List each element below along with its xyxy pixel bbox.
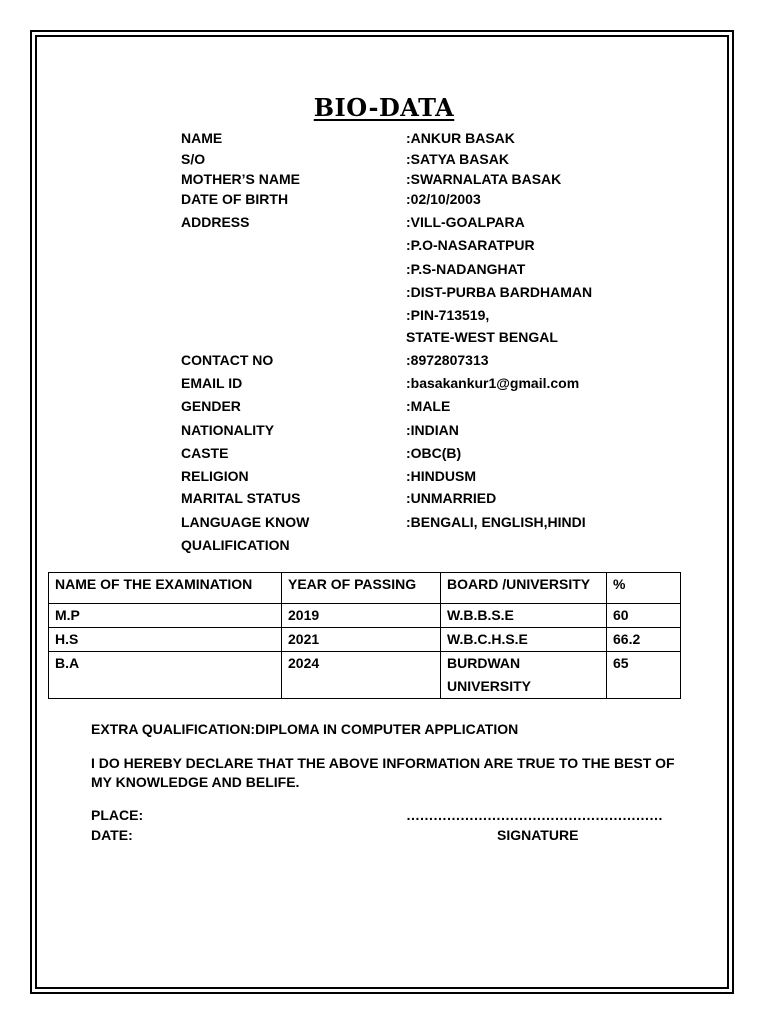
field-value: :02/10/2003 <box>406 191 481 207</box>
field-value: :8972807313 <box>406 352 489 368</box>
document-title: BIO-DATA <box>313 93 455 122</box>
table-header-cell: % <box>607 573 681 604</box>
table-cell: 60 <box>607 604 681 628</box>
field-label: S/O <box>181 151 206 167</box>
table-cell: BURDWAN UNIVERSITY <box>441 652 607 699</box>
table-row <box>49 628 681 652</box>
signature-line: ………………………………………………… <box>406 807 663 823</box>
extra-qualification: EXTRA QUALIFICATION:DIPLOMA IN COMPUTER APPLICATION <box>91 721 519 737</box>
field-label: LANGUAGE KNOW <box>181 514 310 530</box>
field-label: CONTACT NO <box>181 352 274 368</box>
table-cell: 2021 <box>282 628 441 652</box>
signature-label: SIGNATURE <box>497 827 579 843</box>
declaration-text: I DO HEREBY DECLARE THAT THE ABOVE INFORMATION ARE TRUE TO THE BEST OF MY KNOWLEDGE AND BELIFE. <box>91 755 675 790</box>
field-label: NATIONALITY <box>181 422 275 438</box>
field-value: :P.O-NASARATPUR <box>406 237 535 253</box>
field-label: RELIGION <box>181 468 249 484</box>
field-label: QUALIFICATION <box>181 537 290 553</box>
table-header-row <box>49 573 681 604</box>
table-header-cell: BOARD /UNIVERSITY <box>441 573 607 604</box>
qualification-table <box>48 572 681 699</box>
table-cell: 2019 <box>282 604 441 628</box>
table-cell: 65 <box>607 652 681 699</box>
field-label: NAME <box>181 130 223 146</box>
field-value: :SWARNALATA BASAK <box>406 171 562 187</box>
field-value: :P.S-NADANGHAT <box>406 261 526 277</box>
field-value: :PIN-713519, <box>406 307 490 323</box>
table-header-cell: YEAR OF PASSING <box>282 573 441 604</box>
table-cell: W.B.B.S.E <box>441 604 607 628</box>
table-cell: W.B.C.H.S.E <box>441 628 607 652</box>
table-cell: 66.2 <box>607 628 681 652</box>
table-cell: 2024 <box>282 652 441 699</box>
field-label: EMAIL ID <box>181 375 243 391</box>
field-label: ADDRESS <box>181 214 250 230</box>
field-label: MARITAL STATUS <box>181 490 301 506</box>
table-header-cell: NAME OF THE EXAMINATION <box>49 573 282 604</box>
field-value: :DIST-PURBA BARDHAMAN <box>406 284 593 300</box>
field-value: :HINDUSM <box>406 468 476 484</box>
date-label: DATE: <box>91 827 133 843</box>
field-value: :VILL-GOALPARA <box>406 214 525 230</box>
field-value: :MALE <box>406 398 451 414</box>
field-value: :basakankur1@gmail.com <box>406 375 580 391</box>
table-cell: M.P <box>49 604 282 628</box>
inner-border <box>35 35 729 989</box>
place-label: PLACE: <box>91 807 144 823</box>
field-label: GENDER <box>181 398 241 414</box>
field-value: :BENGALI, ENGLISH,HINDI <box>406 514 586 530</box>
field-value: :INDIAN <box>406 422 459 438</box>
table-cell: H.S <box>49 628 282 652</box>
field-label: CASTE <box>181 445 229 461</box>
field-value: :ANKUR BASAK <box>406 130 515 146</box>
table-row <box>49 604 681 628</box>
field-value: :SATYA BASAK <box>406 151 509 167</box>
table-row <box>49 652 681 699</box>
field-value: :OBC(B) <box>406 445 462 461</box>
field-label: MOTHER’S NAME <box>181 171 300 187</box>
field-label: DATE OF BIRTH <box>181 191 289 207</box>
field-value: STATE-WEST BENGAL <box>406 329 558 345</box>
field-value: :UNMARRIED <box>406 490 497 506</box>
table-cell: B.A <box>49 652 282 699</box>
